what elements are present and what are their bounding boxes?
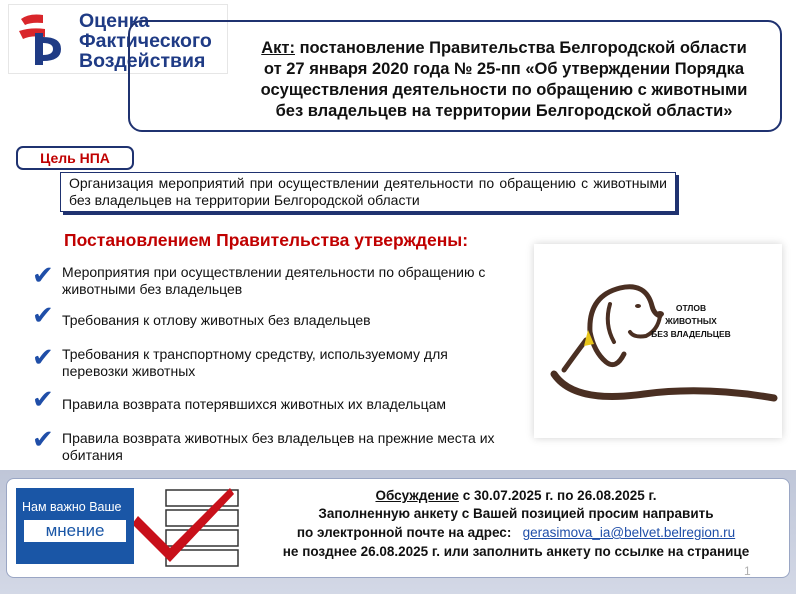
act-label: Акт:: [261, 39, 295, 57]
opinion-small-text: Нам важно Ваше: [22, 500, 122, 514]
check-icon: ✔: [32, 342, 54, 372]
approved-heading: Постановлением Правительства утверждены:: [64, 230, 469, 250]
opinion-big-text: мнение: [24, 520, 126, 542]
page-number: 1: [744, 564, 751, 578]
dog-caption: ОТЛОВ ЖИВОТНЫХ БЕЗ ВЛАДЕЛЬЦЕВ: [651, 303, 731, 339]
discussion-line-4: не позднее 26.08.2025 г. или заполнить анкету по ссылке на странице: [282, 544, 750, 559]
check-icon: ✔: [32, 300, 54, 330]
check-icon: ✔: [32, 384, 54, 414]
list-item: Правила возврата животных без владельцев на прежние места их обитания: [62, 430, 495, 463]
dog-illustration-card: [534, 244, 782, 438]
act-title: Акт: постановление Правительства Белгородской области от 27 января 2020 года № 25-пп «Об утверждении Порядка осуществления деятельности по обращению с животными без владельцев на территории Белгородской области»: [260, 39, 748, 120]
fv-logo-icon: [15, 11, 65, 67]
list-item: Мероприятия при осуществлении деятельности по обращению с животными без владельцев: [62, 264, 486, 297]
logo-text: Оценка Фактического Воздействия: [79, 10, 212, 72]
discussion-line-2: Заполненную анкету с Вашей позицией просим направить: [318, 506, 714, 521]
goal-tab: Цель НПА: [16, 146, 134, 170]
checklist-icon: [130, 486, 244, 570]
list-item: Требования к отлову животных без владельцев: [62, 312, 371, 328]
check-icon: ✔: [32, 260, 54, 290]
email-link[interactable]: gerasimova_ia@belvet.belregion.ru: [522, 525, 736, 540]
goal-text: Организация мероприятий при осуществлении деятельности по обращению с животными без владельцев на территории Белгородской области: [60, 172, 676, 212]
check-icon: ✔: [32, 424, 54, 454]
discussion-period: Обсуждение с 30.07.2025 г. по 26.08.2025 г.: [375, 488, 657, 503]
list-item: Правила возврата потерявшихся животных их владельцам: [62, 396, 447, 412]
list-item: Требования к транспортному средству, используемому для перевозки животных: [62, 346, 448, 379]
discussion-line-3: по электронной почте на адрес: gerasimova_ia@belvet.belregion.ru: [296, 525, 736, 540]
dog-icon: [534, 244, 782, 438]
